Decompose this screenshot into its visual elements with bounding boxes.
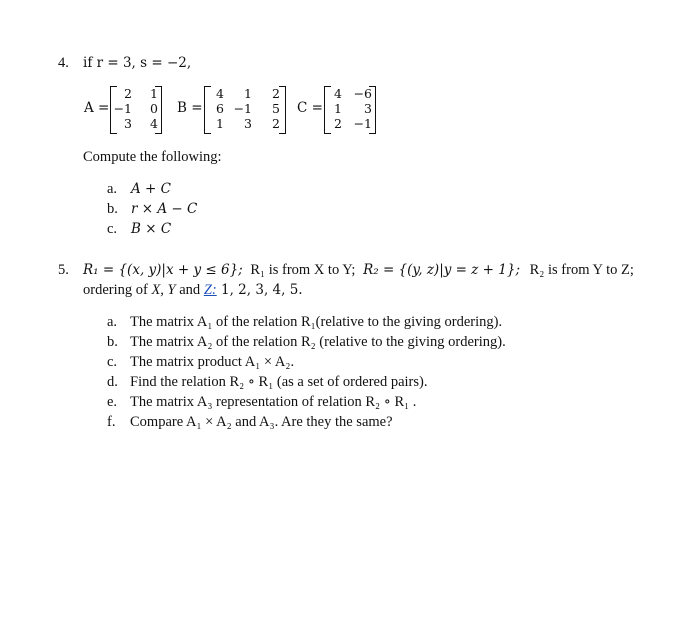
matrix-c-cell: 2: [334, 116, 342, 131]
q5-ordering-z: Z:: [203, 282, 217, 298]
matrix-b-cell: −1: [233, 101, 252, 116]
matrix-c-cell: 1: [334, 101, 342, 116]
q4-item-text: B × C: [131, 221, 172, 237]
q4-item-letter: a.: [107, 181, 118, 197]
matrix-b-label: B =: [177, 100, 203, 116]
matrix-b-cell: 2: [272, 116, 280, 131]
matrix-c-cell: −6: [353, 86, 372, 101]
matrix-c-cell: −1: [353, 116, 372, 131]
q5-number: 5.: [58, 262, 69, 278]
matrix-b-cell: 6: [216, 101, 224, 116]
matrix-a-cell: 3: [124, 116, 132, 131]
matrix-b-cell: 3: [244, 116, 252, 131]
q5-item-letter: f.: [107, 414, 116, 430]
q5-r2-def: R₂ = {(y, z)|y = z + 1};: [363, 262, 521, 278]
matrix-b-cell: 1: [216, 116, 224, 131]
q5-ordering-values: 1, 2, 3, 4, 5.: [216, 282, 303, 298]
q5-r1-from: R₁ is from X to Y;: [250, 262, 356, 278]
matrix-c: [324, 86, 376, 132]
q5-item-letter: d.: [107, 374, 118, 390]
q5-ordering-xy: X, Y: [151, 282, 176, 298]
matrix-a-cell: −1: [113, 101, 132, 116]
q5-item-letter: c.: [107, 354, 118, 370]
matrix-c-label: C =: [297, 100, 323, 116]
q5-ordering-and: and: [175, 282, 204, 298]
matrix-a-cell: 2: [124, 86, 132, 101]
matrix-c-cell: 3: [364, 101, 372, 116]
q5-line2: [83, 282, 303, 299]
q5-item-text: Find the relation R₂ ∘ R₁ (as a set of ordered pairs).: [130, 374, 428, 390]
matrix-b-cell: 1: [244, 86, 252, 101]
q4-number: 4.: [58, 55, 69, 71]
q5-item-text: Compare A₁ × A₂ and A₃. Are they the same?: [130, 414, 393, 430]
q5-item-letter: e.: [107, 394, 118, 410]
matrix-a-cell: 0: [150, 101, 158, 116]
q5-item-text: The matrix A₁ of the relation R₁(relative to the giving ordering).: [130, 314, 503, 330]
q5-r2-from: R₂ is from Y to Z;: [529, 262, 634, 278]
matrix-b-cell: 4: [216, 86, 224, 101]
matrix-b: [204, 86, 286, 132]
q5-line1: [83, 262, 634, 279]
matrix-a-label: A =: [84, 100, 110, 116]
q4-compute-heading: Compute the following:: [83, 149, 222, 165]
matrix-b-cell: 2: [272, 86, 280, 101]
matrix-c-cell: 4: [334, 86, 342, 101]
q4-item-text: A + C: [131, 181, 171, 197]
q5-item-text: The matrix A₃ representation of relation R₂ ∘ R₁ .: [130, 394, 417, 410]
matrix-a-cell: 1: [150, 86, 158, 101]
q5-ordering-pre: ordering of: [83, 282, 152, 298]
q5-item-text: The matrix product A₁ × A₂.: [130, 354, 295, 370]
q4-item-letter: b.: [107, 201, 118, 217]
matrix-a: [110, 86, 162, 132]
q4-intro: if r = 3, s = −2,: [83, 55, 192, 71]
matrix-a-cell: 4: [150, 116, 158, 131]
q4-item-text: r × A − C: [131, 201, 198, 217]
q4-item-letter: c.: [107, 221, 118, 237]
q5-item-letter: b.: [107, 334, 118, 350]
q5-r1-def: R₁ = {(x, y)|x + y ≤ 6};: [83, 262, 243, 278]
q5-item-letter: a.: [107, 314, 118, 330]
q5-item-text: The matrix A₂ of the relation R₂ (relative to the giving ordering).: [130, 334, 506, 350]
matrix-b-cell: 5: [272, 101, 280, 116]
